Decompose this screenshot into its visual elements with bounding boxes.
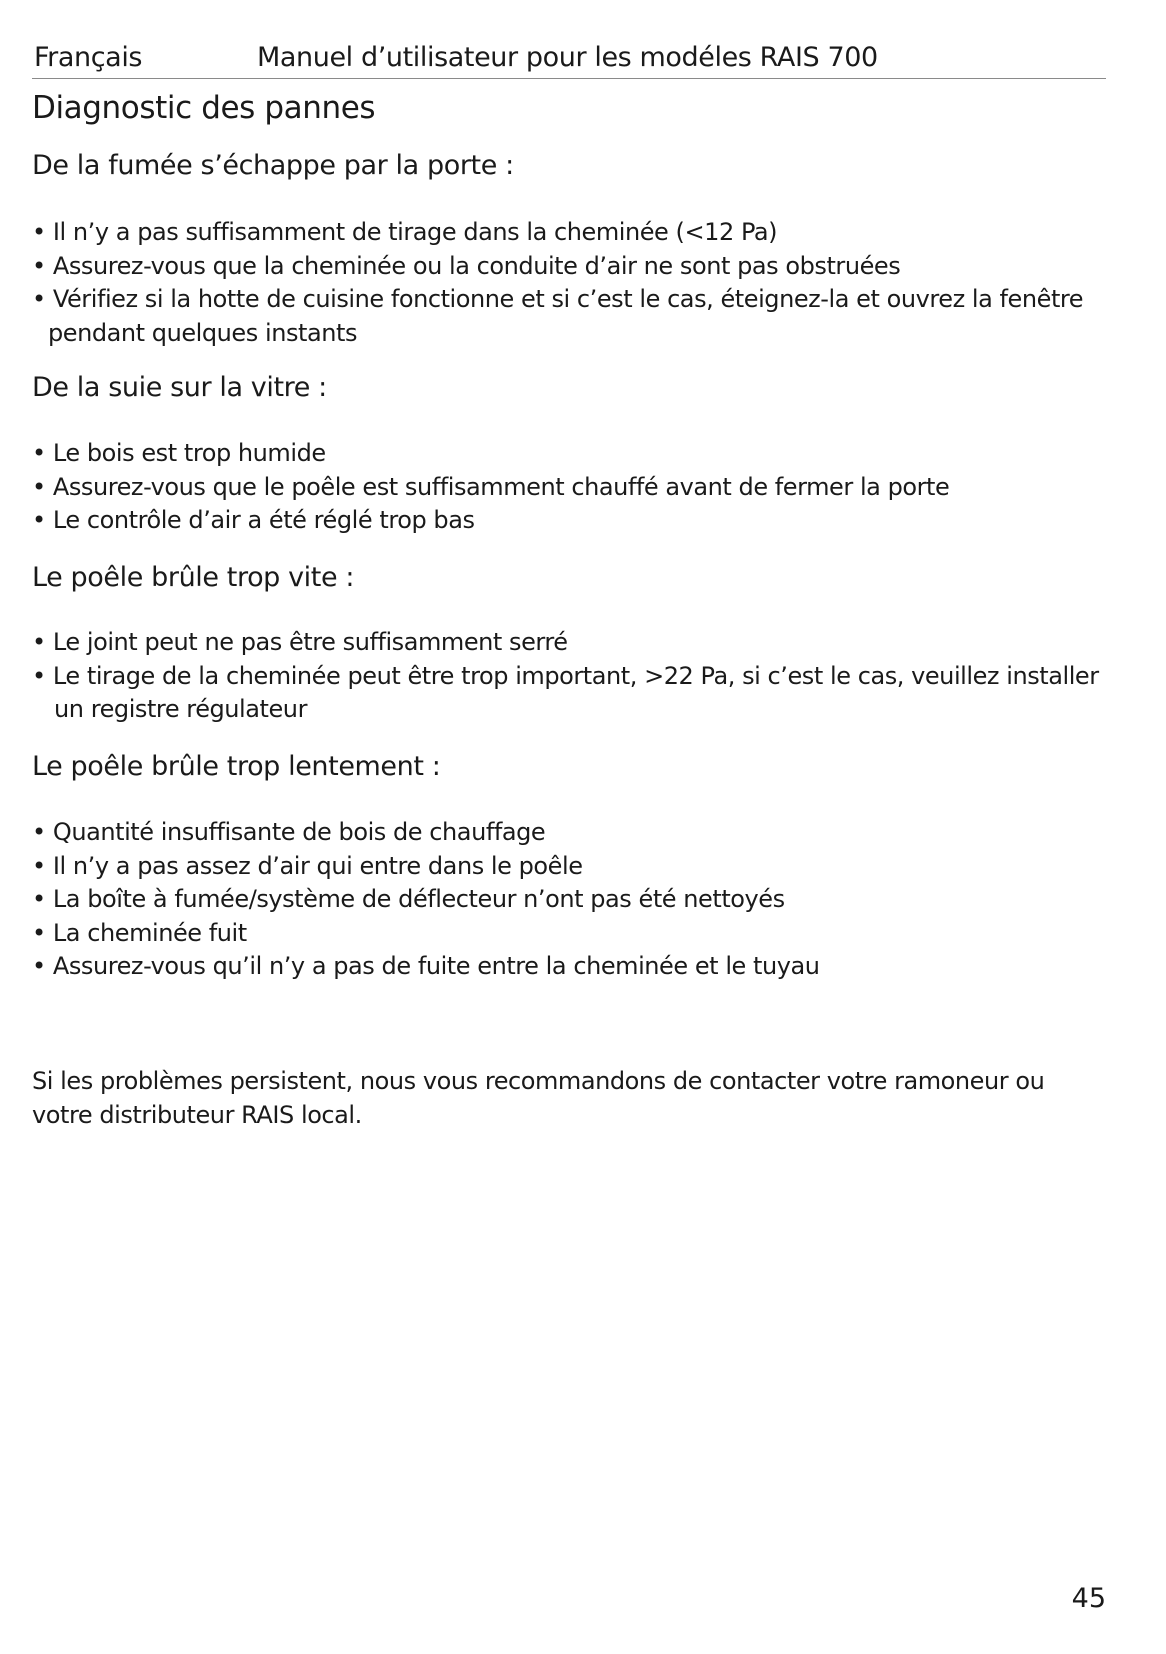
page-number: 45	[1071, 1583, 1106, 1614]
list-item: • Le joint peut ne pas être suffisamment serré	[32, 628, 568, 656]
list-item: • Assurez-vous que la cheminée ou la conduite d’air ne sont pas obstruées	[32, 251, 901, 280]
closing-paragraph: Si les problèmes persistent, nous vous recommandons de contacter votre ramoneur ou votre distributeur RAIS local.	[32, 1067, 1045, 1129]
section-heading-burns-slow: Le poêle brûle trop lentement :	[32, 751, 441, 782]
section-heading-burns-fast: Le poêle brûle trop vite :	[32, 562, 355, 593]
list-item: • La cheminée fuit	[32, 918, 247, 947]
page-header	[32, 40, 1106, 79]
list-item: • Il n’y a pas suffisamment de tirage dans la cheminée (<12 Pa)	[32, 218, 778, 246]
page-title: Diagnostic des pannes	[32, 90, 376, 126]
list-item: • Il n’y a pas assez d’air qui entre dans le poêle	[32, 851, 583, 880]
header-language: Français	[34, 42, 143, 73]
list-item: • Le bois est trop humide	[32, 439, 326, 467]
bullet-list-smoke	[32, 216, 1102, 350]
section-heading-smoke: De la fumée s’échappe par la porte :	[32, 150, 514, 181]
list-item: • Le contrôle d’air a été réglé trop bas	[32, 506, 475, 534]
bullet-list-soot	[32, 437, 1102, 538]
list-item: • Vérifiez si la hotte de cuisine fonctionne et si c’est le cas, éteignez-la et ouvrez la fenêtre pendant quelques instants	[32, 285, 1084, 347]
list-item: • Quantité insuffisante de bois de chauffage	[32, 818, 546, 846]
section-heading-soot: De la suie sur la vitre :	[32, 372, 327, 403]
list-item: • Le tirage de la cheminée peut être trop important, >22 Pa, si c’est le cas, veuillez installer un registre régulateur	[32, 661, 1099, 723]
list-item: • La boîte à fumée/système de déflecteur n’ont pas été nettoyés	[32, 885, 785, 913]
list-item: • Assurez-vous que le poêle est suffisamment chauffé avant de fermer la porte	[32, 472, 950, 501]
header-title: Manuel d’utilisateur pour les modéles RAIS 700	[257, 42, 878, 73]
bullet-list-burns-fast	[32, 626, 1102, 727]
bullet-list-burns-slow	[32, 816, 1102, 984]
list-item: • Assurez-vous qu’il n’y a pas de fuite entre la cheminée et le tuyau	[32, 952, 820, 980]
